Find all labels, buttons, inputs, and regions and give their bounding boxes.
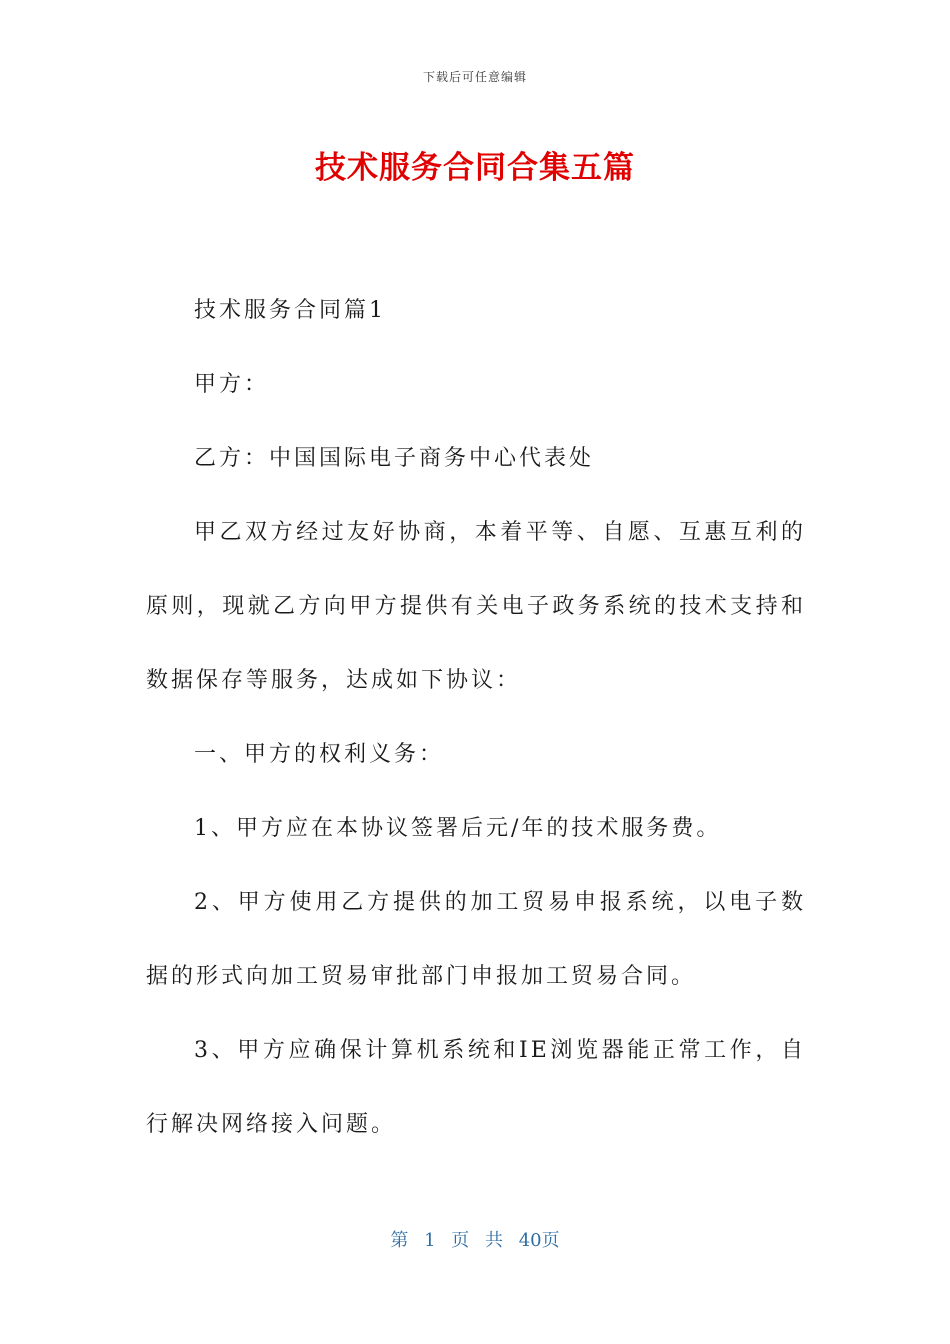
footer-page-number: 1 bbox=[424, 1230, 436, 1251]
paragraph-party-a: 甲方： bbox=[194, 372, 270, 397]
paragraph-section-heading: 技术服务合同篇1 bbox=[194, 298, 386, 323]
paragraph-clause-heading: 一、甲方的权利义务： bbox=[194, 742, 445, 767]
paragraph-clause-2: 2、甲方使用乙方提供的加工贸易申报系统，以电子数据的形式向加工贸易审批部门申报加工贸易合同。 bbox=[146, 890, 806, 989]
paragraph-clause-1: 1、甲方应在本协议签署后元/年的技术服务费。 bbox=[194, 816, 722, 841]
document-body bbox=[146, 274, 806, 1162]
footer-prefix: 第 bbox=[390, 1230, 409, 1251]
page-footer bbox=[0, 1226, 950, 1252]
paragraph-party-b: 乙方：中国国际电子商务中心代表处 bbox=[194, 446, 595, 471]
header-note: 下载后可任意编辑 bbox=[422, 70, 527, 84]
footer-total-pages: 40页 bbox=[518, 1230, 560, 1251]
footer-total-label: 共 bbox=[485, 1230, 503, 1251]
document-title: 技术服务合同合集五篇 bbox=[315, 150, 635, 186]
footer-page-label: 页 bbox=[451, 1230, 470, 1251]
paragraph-preamble: 甲乙双方经过友好协商，本着平等、自愿、互惠互利的原则，现就乙方向甲方提供有关电子政务系统的技术支持和数据保存等服务，达成如下协议： bbox=[146, 520, 806, 693]
paragraph-clause-3: 3、甲方应确保计算机系统和IE浏览器能正常工作，自行解决网络接入问题。 bbox=[146, 1038, 806, 1137]
